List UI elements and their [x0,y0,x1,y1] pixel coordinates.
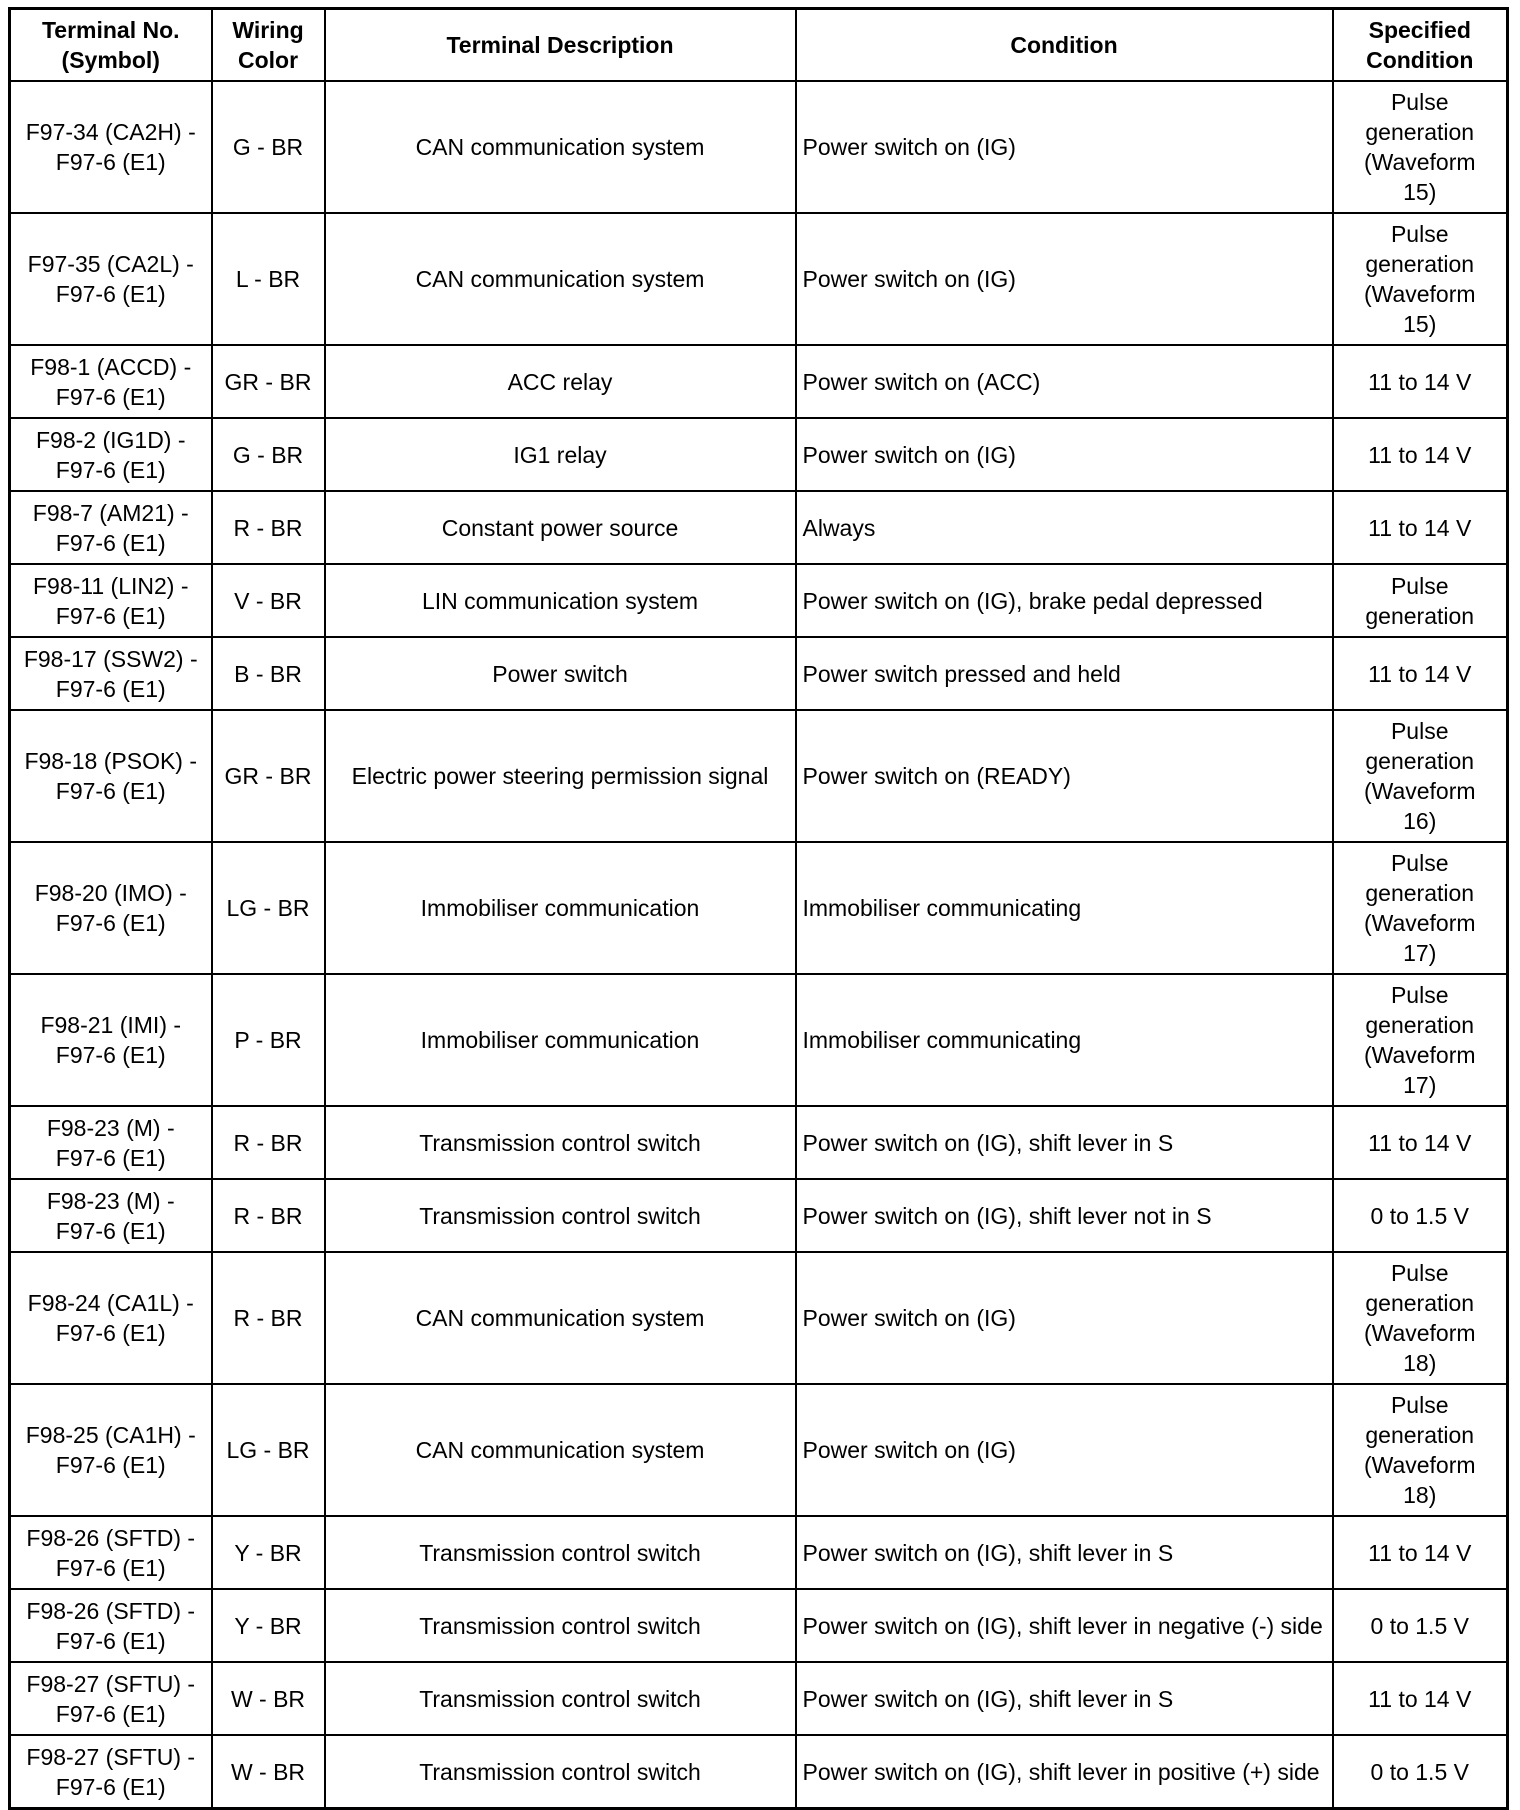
spec-line: generation [1365,119,1475,145]
cell-wiring: P - BR [212,974,325,1106]
cell-terminal [10,1516,212,1589]
terminal-line-a: F98-27 (SFTU) - [26,1743,196,1770]
cell-condition: Immobiliser communicating [796,842,1333,974]
spec-line: 11 to 14 V [1368,1539,1472,1566]
table-row [10,1106,1508,1179]
terminal-line-a: F98-26 (SFTD) - [26,1597,196,1624]
cell-description: ACC relay [325,345,796,418]
spec-line: 11 to 14 V [1368,1129,1472,1156]
header-specified-line2: Condition [1366,47,1474,73]
cell-description: CAN communication system [325,1384,796,1516]
cell-terminal [10,1106,212,1179]
spec-line: generation [1365,602,1475,629]
terminal-line-b: F97-6 (E1) [55,1320,166,1346]
table-header [10,9,1508,82]
cell-description: Electric power steering permission signal [325,710,796,842]
table-row [10,345,1508,418]
terminal-line-a: F98-17 (SSW2) - [23,645,198,672]
spec-line: 11 to 14 V [1368,514,1472,541]
cell-wiring: LG - BR [212,842,325,974]
header-specified-line1: Specified [1368,17,1471,43]
table-row [10,1252,1508,1384]
header-terminal [10,9,212,82]
terminal-line-b: F97-6 (E1) [55,1217,166,1244]
cell-condition: Power switch on (IG) [796,213,1333,345]
cell-wiring: GR - BR [212,345,325,418]
cell-wiring: G - BR [212,418,325,491]
table-row [10,418,1508,491]
spec-line: 15) [1403,311,1437,337]
terminal-line-b: F97-6 (E1) [55,1700,166,1727]
cell-condition: Power switch on (IG) [796,1252,1333,1384]
spec-line: 18) [1403,1350,1437,1376]
cell-wiring: W - BR [212,1735,325,1809]
cell-wiring: Y - BR [212,1516,325,1589]
cell-terminal [10,564,212,637]
cell-wiring: R - BR [212,1106,325,1179]
cell-specified [1333,213,1508,345]
cell-terminal [10,1252,212,1384]
cell-description: Immobiliser communication [325,974,796,1106]
cell-condition: Power switch on (IG) [796,1384,1333,1516]
terminal-line-b: F97-6 (E1) [55,1144,166,1171]
spec-line: Pulse [1390,572,1449,599]
cell-specified [1333,1384,1508,1516]
table-row [10,1516,1508,1589]
spec-line: (Waveform [1363,149,1476,175]
cell-condition: Power switch on (IG), shift lever in S [796,1516,1333,1589]
terminal-line-b: F97-6 (E1) [55,456,166,483]
terminal-line-b: F97-6 (E1) [55,1773,166,1800]
cell-condition: Power switch on (IG), shift lever not in S [796,1179,1333,1252]
spec-line: generation [1365,748,1475,774]
cell-condition: Power switch on (IG), shift lever in negative (-) side [796,1589,1333,1662]
cell-specified [1333,1516,1508,1589]
cell-terminal [10,491,212,564]
terminal-line-a: F98-21 (IMI) - [40,1012,182,1038]
terminal-line-a: F97-34 (CA2H) - [25,119,196,145]
spec-line: 17) [1403,1072,1437,1098]
cell-terminal [10,1384,212,1516]
cell-specified [1333,564,1508,637]
terminal-line-b: F97-6 (E1) [55,1627,166,1654]
cell-wiring: V - BR [212,564,325,637]
cell-specified [1333,1179,1508,1252]
cell-terminal [10,418,212,491]
terminal-line-a: F98-25 (CA1H) - [25,1422,196,1448]
terminal-line-b: F97-6 (E1) [55,675,166,702]
terminal-line-a: F98-7 (AM21) - [32,499,189,526]
terminal-line-b: F97-6 (E1) [55,602,166,629]
cell-specified [1333,710,1508,842]
spec-line: 0 to 1.5 V [1370,1202,1469,1229]
terminal-line-a: F98-2 (IG1D) - [35,426,186,453]
cell-description: Constant power source [325,491,796,564]
terminal-line-a: F98-20 (IMO) - [34,880,187,906]
spec-line: Pulse [1390,982,1449,1008]
cell-wiring: R - BR [212,1179,325,1252]
table-row [10,491,1508,564]
spec-line: generation [1365,880,1475,906]
terminal-line-a: F98-23 (M) - [46,1187,175,1214]
cell-terminal [10,1179,212,1252]
header-row [10,9,1508,82]
terminal-line-a: F98-18 (PSOK) - [24,748,198,774]
spec-line: Pulse [1390,1260,1449,1286]
terminal-line-b: F97-6 (E1) [55,281,166,307]
cell-description: Transmission control switch [325,1735,796,1809]
table-row [10,637,1508,710]
terminal-line-a: F98-23 (M) - [46,1114,175,1141]
cell-terminal [10,710,212,842]
cell-specified [1333,842,1508,974]
spec-line: generation [1365,1012,1475,1038]
spec-line: 11 to 14 V [1368,1685,1472,1712]
cell-specified [1333,1252,1508,1384]
table-row [10,564,1508,637]
cell-condition: Power switch on (ACC) [796,345,1333,418]
table-row [10,710,1508,842]
cell-terminal [10,81,212,213]
terminal-line-a: F98-1 (ACCD) - [30,353,192,380]
cell-terminal [10,637,212,710]
cell-description: Transmission control switch [325,1106,796,1179]
spec-line: Pulse [1390,850,1449,876]
spec-line: (Waveform [1363,1452,1476,1478]
spec-line: 0 to 1.5 V [1370,1758,1469,1785]
table-row [10,1589,1508,1662]
table-row [10,1662,1508,1735]
spec-line: 0 to 1.5 V [1370,1612,1469,1639]
table-row [10,1384,1508,1516]
cell-condition: Power switch on (IG), shift lever in positive (+) side [796,1735,1333,1809]
cell-description: Transmission control switch [325,1662,796,1735]
terminal-line-a: F97-35 (CA2L) - [27,251,194,277]
cell-description: Transmission control switch [325,1516,796,1589]
spec-line: generation [1365,251,1475,277]
spec-line: 17) [1403,940,1437,966]
header-specified [1333,9,1508,82]
cell-terminal [10,1735,212,1809]
cell-wiring: L - BR [212,213,325,345]
header-condition: Condition [796,9,1333,82]
cell-specified [1333,974,1508,1106]
cell-condition: Immobiliser communicating [796,974,1333,1106]
spec-line: (Waveform [1363,1320,1476,1346]
cell-wiring: LG - BR [212,1384,325,1516]
cell-terminal [10,842,212,974]
spec-line: 15) [1403,179,1437,205]
cell-specified [1333,81,1508,213]
cell-wiring: R - BR [212,491,325,564]
header-terminal-line1: Terminal No. [41,17,180,43]
spec-line: 11 to 14 V [1368,368,1472,395]
cell-condition: Power switch on (IG), shift lever in S [796,1662,1333,1735]
terminal-spec-table [8,7,1509,1810]
cell-condition: Power switch pressed and held [796,637,1333,710]
cell-condition: Power switch on (IG), brake pedal depressed [796,564,1333,637]
terminal-line-b: F97-6 (E1) [55,1554,166,1581]
cell-wiring: Y - BR [212,1589,325,1662]
terminal-line-a: F98-24 (CA1L) - [27,1290,194,1316]
spec-line: generation [1365,1422,1475,1448]
terminal-line-b: F97-6 (E1) [55,910,166,936]
spec-line: (Waveform [1363,1042,1476,1068]
terminal-line-b: F97-6 (E1) [55,778,166,804]
cell-wiring: GR - BR [212,710,325,842]
cell-condition: Always [796,491,1333,564]
cell-condition: Power switch on (IG) [796,81,1333,213]
table-row [10,81,1508,213]
header-wiring [212,9,325,82]
terminal-line-b: F97-6 (E1) [55,529,166,556]
spec-line: 11 to 14 V [1368,441,1472,468]
cell-wiring: W - BR [212,1662,325,1735]
spec-line: Pulse [1390,718,1449,744]
cell-specified [1333,637,1508,710]
spec-line: Pulse [1390,89,1449,115]
cell-specified [1333,1589,1508,1662]
cell-description: CAN communication system [325,81,796,213]
cell-condition: Power switch on (IG), shift lever in S [796,1106,1333,1179]
terminal-line-a: F98-27 (SFTU) - [26,1670,196,1697]
cell-wiring: B - BR [212,637,325,710]
cell-specified [1333,1106,1508,1179]
terminal-line-b: F97-6 (E1) [55,1452,166,1478]
cell-condition: Power switch on (IG) [796,418,1333,491]
header-description: Terminal Description [325,9,796,82]
table-row [10,974,1508,1106]
terminal-line-b: F97-6 (E1) [55,383,166,410]
table-row [10,1179,1508,1252]
cell-terminal [10,1662,212,1735]
cell-specified [1333,418,1508,491]
cell-description: Transmission control switch [325,1179,796,1252]
table-body [10,81,1508,1809]
spec-line: (Waveform [1363,281,1476,307]
cell-description: Immobiliser communication [325,842,796,974]
spec-line: Pulse [1390,221,1449,247]
cell-condition: Power switch on (READY) [796,710,1333,842]
cell-description: Power switch [325,637,796,710]
cell-wiring: G - BR [212,81,325,213]
header-wiring-line1: Wiring [232,17,304,43]
terminal-line-b: F97-6 (E1) [55,1042,166,1068]
table-row [10,213,1508,345]
spec-line: 18) [1403,1482,1437,1508]
cell-terminal [10,345,212,418]
cell-specified [1333,345,1508,418]
cell-terminal [10,1589,212,1662]
terminal-line-a: F98-11 (LIN2) - [32,572,189,599]
table-row [10,1735,1508,1809]
spec-line: generation [1365,1290,1475,1316]
cell-specified [1333,491,1508,564]
terminal-line-b: F97-6 (E1) [55,149,166,175]
terminal-line-a: F98-26 (SFTD) - [26,1524,196,1551]
table-row [10,842,1508,974]
cell-description: CAN communication system [325,1252,796,1384]
cell-description: IG1 relay [325,418,796,491]
spec-line: 11 to 14 V [1368,660,1472,687]
cell-terminal [10,974,212,1106]
spec-line: (Waveform [1363,778,1476,804]
spec-line: (Waveform [1363,910,1476,936]
header-terminal-line2: (Symbol) [61,47,160,73]
cell-description: LIN communication system [325,564,796,637]
cell-specified [1333,1662,1508,1735]
spec-line: 16) [1403,808,1437,834]
cell-description: Transmission control switch [325,1589,796,1662]
cell-description: CAN communication system [325,213,796,345]
cell-terminal [10,213,212,345]
cell-wiring: R - BR [212,1252,325,1384]
cell-specified [1333,1735,1508,1809]
header-wiring-line2: Color [237,47,299,73]
spec-line: Pulse [1390,1392,1449,1418]
